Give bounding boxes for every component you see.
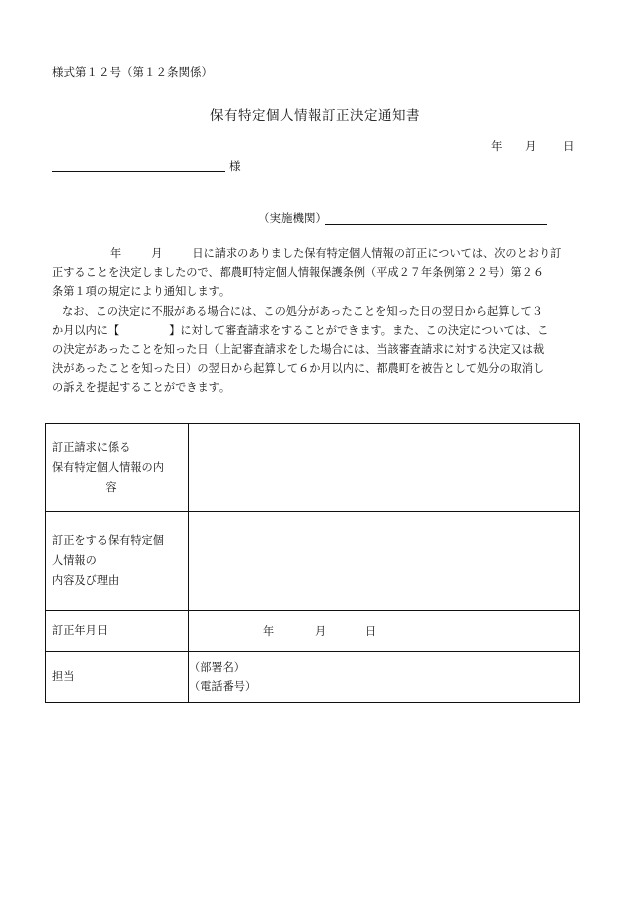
department-label: （部署名） (189, 661, 245, 674)
label-char: び (85, 574, 97, 587)
table-row (46, 512, 580, 611)
issue-date-day: 日 (563, 139, 575, 153)
label-char: 容 (63, 574, 75, 587)
label-char: 由 (108, 574, 120, 587)
issue-date-year: 年 (491, 139, 503, 153)
addressee-underline (52, 171, 225, 172)
label-person-in-charge (46, 652, 189, 703)
label-char: 日 (96, 624, 109, 637)
label-char: 担 (52, 670, 64, 683)
label-correction-date (46, 611, 189, 652)
label-char: 月 (85, 624, 97, 637)
notice-body (52, 244, 577, 398)
value-person-in-charge[interactable] (189, 652, 580, 703)
value-correction-request-content[interactable] (189, 424, 580, 512)
label-char: る (119, 440, 131, 454)
value-correction-content-reason[interactable] (189, 512, 580, 611)
table-row (46, 652, 580, 703)
label-correction-content-reason: 訂正をする保有特定個 人情報の 内容及び理由 (46, 512, 189, 611)
label-char: 訂 (52, 440, 64, 454)
label-char: 理 (96, 574, 109, 587)
label-char: に (96, 440, 109, 454)
form-number: 様式第１２号（第１２条関係） (52, 65, 213, 79)
label-char: 請 (74, 440, 86, 454)
label-char: 係 (108, 440, 120, 454)
label-char: 正 (63, 440, 75, 454)
label-char: 正 (63, 624, 75, 637)
table-row (46, 424, 580, 512)
addressee-suffix: 様 (229, 159, 241, 173)
label-correction-request-content: 訂正請求に係る 保有特定個人情報の内 容 (46, 424, 189, 512)
notice-paragraph-2: なお、この決定に不服がある場合には、この処分があったことを知った日の翌日から起算して３ か月以内に【 】に対して審査請求をすることができます。また、この決定については、こ の決定があったことを知った日（上記審査請求をした場合には、当該審査請求に対する決定又は裁 決があったことを知った日）の翌日から起算して６か月以内に、都農町を被告として処分の取消し の訴えを提起することができます。 (52, 304, 549, 395)
label-char: 内 (52, 574, 64, 587)
issue-date (491, 138, 575, 154)
correction-details-table (45, 423, 580, 703)
label-char: の (85, 554, 97, 567)
label-char: 及 (74, 574, 86, 587)
label-char: 情 (63, 554, 75, 567)
label-char: 年 (74, 624, 86, 637)
phone-label: （電話番号） (189, 680, 257, 693)
label-char: 訂 (52, 624, 64, 637)
document-title: 保有特定個人情報訂正決定通知書 (210, 108, 420, 124)
label-char: 人 (52, 554, 64, 567)
implementing-agency-underline (325, 224, 547, 225)
implementing-agency-label: （実施機関） (258, 211, 327, 225)
issue-date-month: 月 (525, 139, 537, 153)
label-char: 求 (85, 440, 97, 454)
label-char: 報 (74, 554, 86, 567)
label-char: 当 (63, 670, 75, 683)
value-correction-date[interactable]: 年 月 日 (189, 611, 580, 652)
table-row (46, 611, 580, 652)
notice-paragraph-1: 年 月 日に請求のありました保有特定個人情報の訂正については、次のとおり訂 正することを決定しましたので、都農町特定個人情報保護条例（平成２７年条例第２２号）第２６ 条第１項の規定により通知します。 (52, 247, 562, 299)
